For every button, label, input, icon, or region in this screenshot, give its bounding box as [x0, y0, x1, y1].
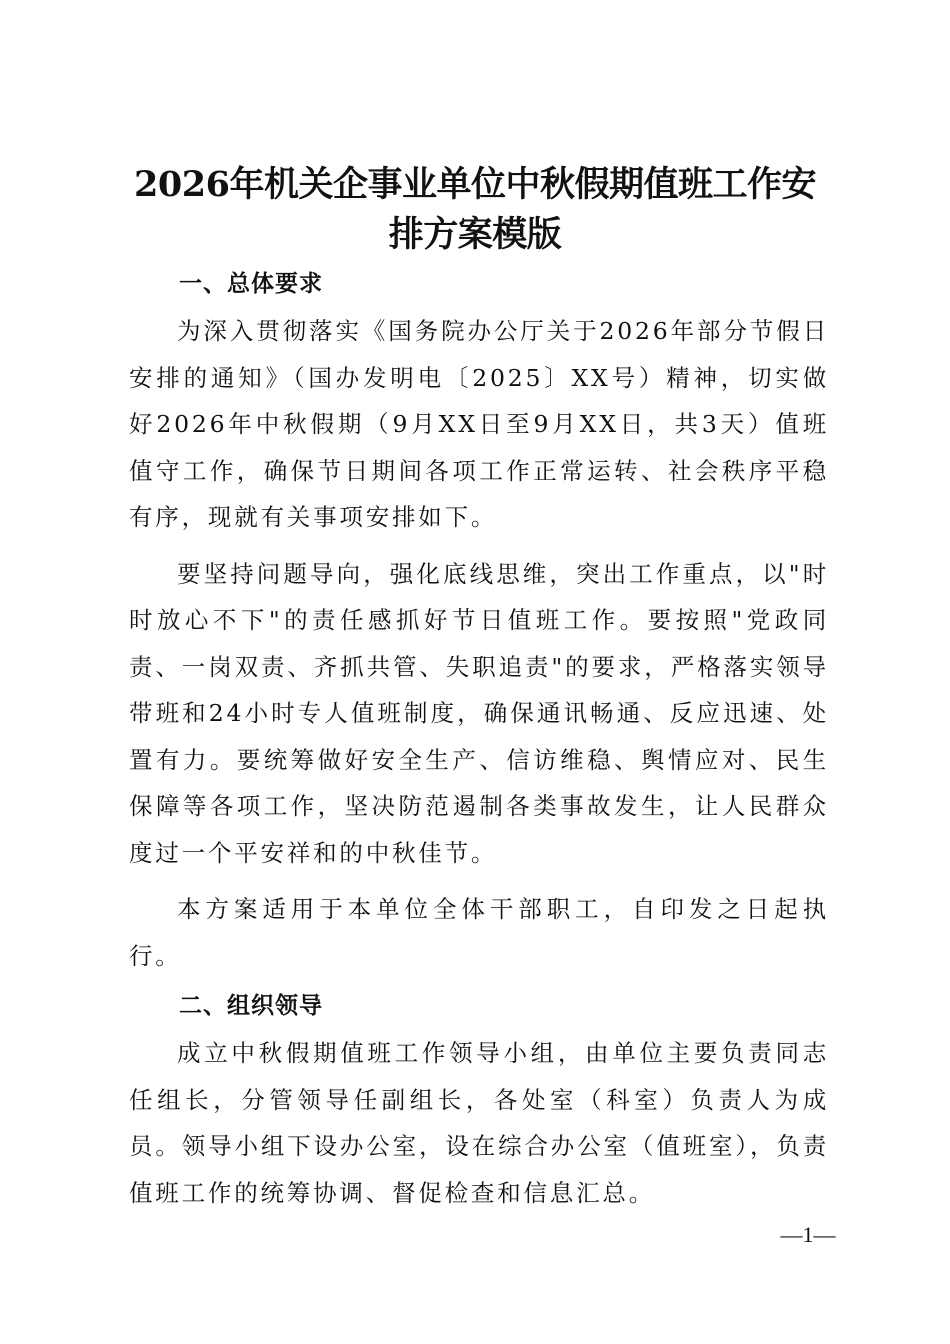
document-title: 2026年机关企事业单位中秋假期值班工作安排方案模版	[134, 164, 816, 255]
section-heading-organization: 二、组织领导	[179, 993, 323, 1019]
paragraph-leading-group: 成立中秋假期值班工作领导小组，由单位主要负责同志任组长，分管领导任副组长，各处室（科室）负责人为成员。领导小组下设办公室，设在综合办公室（值班室），负责值班工作的统筹协调、督促检查和信息汇总。	[129, 1039, 829, 1207]
paragraph-background: 为深入贯彻落实《国务院办公厅关于2026年部分节假日安排的通知》（国办发明电〔2025〕XX号）精神，切实做好2026年中秋假期（9月XX日至9月XX日，共3天）值班值守工作，确保节日期间各项工作正常运转、社会秩序平稳有序，现就有关事项安排如下。	[129, 317, 829, 531]
paragraph-scope: 本方案适用于本单位全体干部职工，自印发之日起执行。	[129, 895, 829, 970]
page-number: —1—	[780, 1222, 836, 1247]
paragraph-requirements: 要坚持问题导向，强化底线思维，突出工作重点，以"时时放心不下"的责任感抓好节日值班工作。要按照"党政同责、一岗双责、齐抓共管、失职追责"的要求，严格落实领导带班和24小时专人值班制度，确保通讯畅通、反应迅速、处置有力。要统筹做好安全生产、信访维稳、舆情应对、民生保障等各项工作，坚决防范遏制各类事故发生，让人民群众度过一个平安祥和的中秋佳节。	[129, 559, 829, 867]
section-heading-general-requirements: 一、总体要求	[179, 271, 323, 297]
document-body	[129, 265, 829, 1216]
